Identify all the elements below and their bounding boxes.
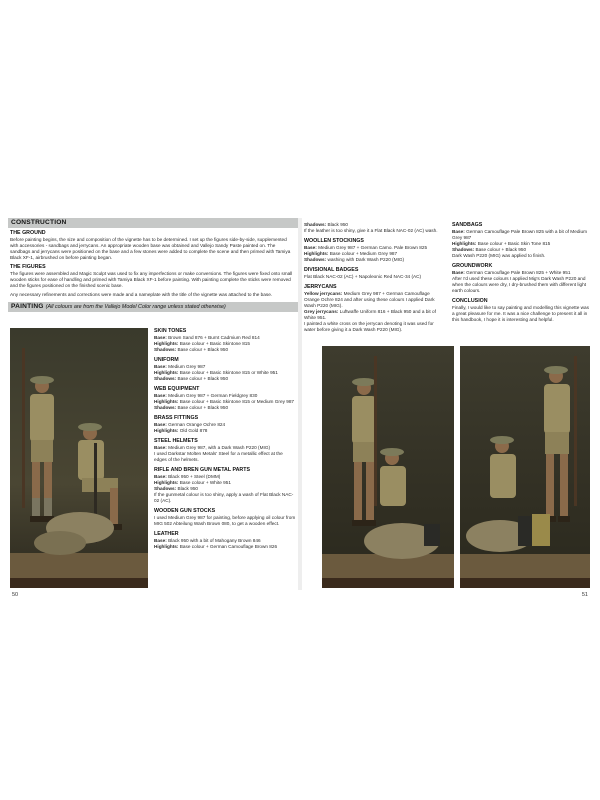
web-equipment-section xyxy=(154,386,296,411)
note-line: Shadows: Base colour + Black 950 xyxy=(154,405,229,410)
note-line: If the leather is too shiny, give it a Flat Black NAC-02 (AC) wash. xyxy=(304,228,438,233)
jerrycans-section xyxy=(304,284,442,333)
note-line: Base: Medium Grey 987, with a Dark Wash P220 (MIG) xyxy=(154,445,271,450)
note-line: Base: German Camouflage Pale Brown 825 + White 951 xyxy=(452,270,571,275)
note-line: Highlights: Old Gold 878 xyxy=(154,428,208,433)
book-spread xyxy=(8,218,592,598)
note-line: Highlights: Base colour + Medium Grey 987 xyxy=(304,251,398,256)
note-line: Finally, I would like to say painting and modelling this vignette was a great pleasure for me. It was a nice challenge to present it all in this handbook, I hope it is interesting and helpful. xyxy=(452,305,589,322)
note-line: Shadows: washing with Dark Wash P220 (MIG) xyxy=(304,257,405,262)
divisional-badges-section xyxy=(304,267,442,280)
groundwork-section xyxy=(452,263,590,294)
note-line: Highlights: Base colour + Basic Skintone 815 xyxy=(154,341,251,346)
gun-metal-section xyxy=(154,467,296,504)
skin-tones-section xyxy=(154,328,296,353)
back-view-photo xyxy=(460,346,590,588)
figures-paragraph: The figures were assembled and Magic Sculpt was used to fix any imperfections or make conversions. The figures were fixed onto small wooden sticks for ease of handling and primed with Tamiya Black XF-1 before painting. With painting complete the sticks were removed and the figures positioned on the finished scenic base. xyxy=(10,271,293,288)
figures-heading: THE FIGURES xyxy=(10,264,46,270)
note-line: Grey jerrycans: Luftwaffe Uniform 816 + Black 950 and a bit of White 951. xyxy=(304,309,436,320)
section-heading: BRASS FITTINGS xyxy=(154,415,199,421)
ground-heading: THE GROUND xyxy=(10,230,46,236)
section-heading: RIFLE AND BREN GUN METAL PARTS xyxy=(154,467,251,473)
steel-helmets-section xyxy=(154,438,296,463)
note-line: Base: German Orange Ochre 824 xyxy=(154,422,226,427)
note-line: Shadows: Black 950 xyxy=(154,486,199,491)
woollen-stockings-section xyxy=(304,238,442,263)
right-column-1 xyxy=(304,222,442,337)
note-line: Base: German Camouflage Pale Brown 825 with a bit of Medium Grey 987 xyxy=(452,229,587,240)
page-number-left: 50 xyxy=(12,592,19,598)
ground-paragraph: Before painting begins, the size and composition of the vignette has to be determined. I set up the figures side-by-side, supplemented with accessories - sandbags and jerrycans. An appropriate wooden base was obtained and Vallejo Sandy Paste painted on. The sandbags and jerrycans were positioned on the base and a few stones were added to complete the scene and then primed with Tamiya Black XF-1, airbrushed on before painting began. xyxy=(10,237,291,260)
section-heading: SKIN TONES xyxy=(154,328,187,334)
soldiers-back-image xyxy=(460,346,590,588)
note-line: Base: Medium Grey 987 + German Camo. Pale Brown 825 xyxy=(304,245,428,250)
section-heading: STEEL HELMETS xyxy=(154,438,198,444)
front-view-photo xyxy=(322,346,454,588)
painting-notes xyxy=(154,328,296,554)
section-heading: SANDBAGS xyxy=(452,222,483,228)
section-heading: UNIFORM xyxy=(154,357,179,363)
note-line: Yellow jerrycans: Medium Grey 987 + German Camouflage Orange Ochre 824 and after using these colours I applied Dark Wash P220 (MIG). xyxy=(304,291,435,308)
construction-header: CONSTRUCTION xyxy=(8,218,298,228)
wooden-stocks-section xyxy=(154,508,296,527)
note-line: Base: Black 950 with a bit of Mahogany Brown 846 xyxy=(154,538,261,543)
section-heading: WOODEN GUN STOCKS xyxy=(154,508,216,514)
painting-header xyxy=(8,302,298,312)
soldiers-photo-image xyxy=(10,328,148,588)
right-page xyxy=(302,218,592,590)
note-line: After I'd used these colours I applied Mig's Dark Wash P220 and when the colours were dry, I dry-brushed them with different light earth colours. xyxy=(452,276,587,293)
note-line: If the gunmetal colour is too shiny, apply a wash of Flat Black NAC-02 (AC). xyxy=(154,492,294,503)
note-line: Highlights: Base colour + German Camouflage Brown 826 xyxy=(154,544,278,549)
note-line: Highlights: Base colour + Basic Skintone 815 or Medium Grey 987 xyxy=(154,399,295,404)
conclusion-section xyxy=(452,298,590,323)
soldiers-front-image xyxy=(322,346,454,588)
note-line: Flat Black NAC-02 (AC) + Napoleonic Red NAC-34 (AC) xyxy=(304,274,422,279)
section-heading: WEB EQUIPMENT xyxy=(154,386,200,392)
section-heading: LEATHER xyxy=(154,531,179,537)
note-line: Shadows: Black 950 xyxy=(304,222,349,227)
figures-paragraph-2: Any necessary refinements and corrections were made and a nameplate with the title of the vignette was attached to the base. xyxy=(10,292,273,297)
note-line: Base: Black 950 + Steel (DMM) xyxy=(154,474,221,479)
section-heading: GROUNDWORK xyxy=(452,263,493,269)
leather-section xyxy=(154,531,296,550)
figures-photo xyxy=(10,328,148,588)
note-line: Shadows: Base colour + Black 950 xyxy=(154,376,229,381)
construction-text xyxy=(8,228,298,298)
section-heading: JERRYCANS xyxy=(304,284,337,290)
note-line: Shadows: Base colour + Black 950 xyxy=(452,247,527,252)
note-line: Highlights: Base colour + White 951 xyxy=(154,480,231,485)
note-line: Base: Medium Grey 987 + German Fieldgrey 830 xyxy=(154,393,258,398)
note-line: I painted a white cross on the jerrycan denoting it was used for water before giving it a Dark Wash P220 (MIG). xyxy=(304,321,434,332)
note-line: Highlights: Base colour + Basic Skin Tone 815 xyxy=(452,241,551,246)
section-heading: WOOLLEN STOCKINGS xyxy=(304,238,364,244)
painting-title: PAINTING xyxy=(11,303,44,310)
section-heading: CONCLUSION xyxy=(452,298,488,304)
note-line: Base: Brown Sand 876 + Burnt Cadmium Red 814 xyxy=(154,335,260,340)
note-line: Base: Medium Grey 987 xyxy=(154,364,206,369)
uniform-section xyxy=(154,357,296,382)
left-page xyxy=(8,218,298,590)
painting-note: (All colours are from the Vallejo Model Color range unless stated otherwise) xyxy=(45,304,226,310)
brass-fittings-section xyxy=(154,415,296,434)
right-column-2 xyxy=(452,222,590,327)
note-line: I used Medium Grey 987 for painting, before applying oil colour from MIG 502 Abteilung Wash Brown 080, to get a wooden effect. xyxy=(154,515,296,526)
sandbags-section xyxy=(452,222,590,259)
page-number-right: 51 xyxy=(581,592,588,598)
leather-shadows-continued xyxy=(304,222,442,234)
note-line: Shadows: Base colour + Black 950 xyxy=(154,347,229,352)
note-line: I used Darkstar Molten Metals' Steel for a metallic effect at the edges of the helmets. xyxy=(154,451,283,462)
section-heading: DIVISIONAL BADGES xyxy=(304,267,359,273)
note-line: Dark Wash P220 (MIG) was applied to finish. xyxy=(452,253,546,258)
note-line: Highlights: Base colour + Basic Skintone 815 or White 951 xyxy=(154,370,278,375)
